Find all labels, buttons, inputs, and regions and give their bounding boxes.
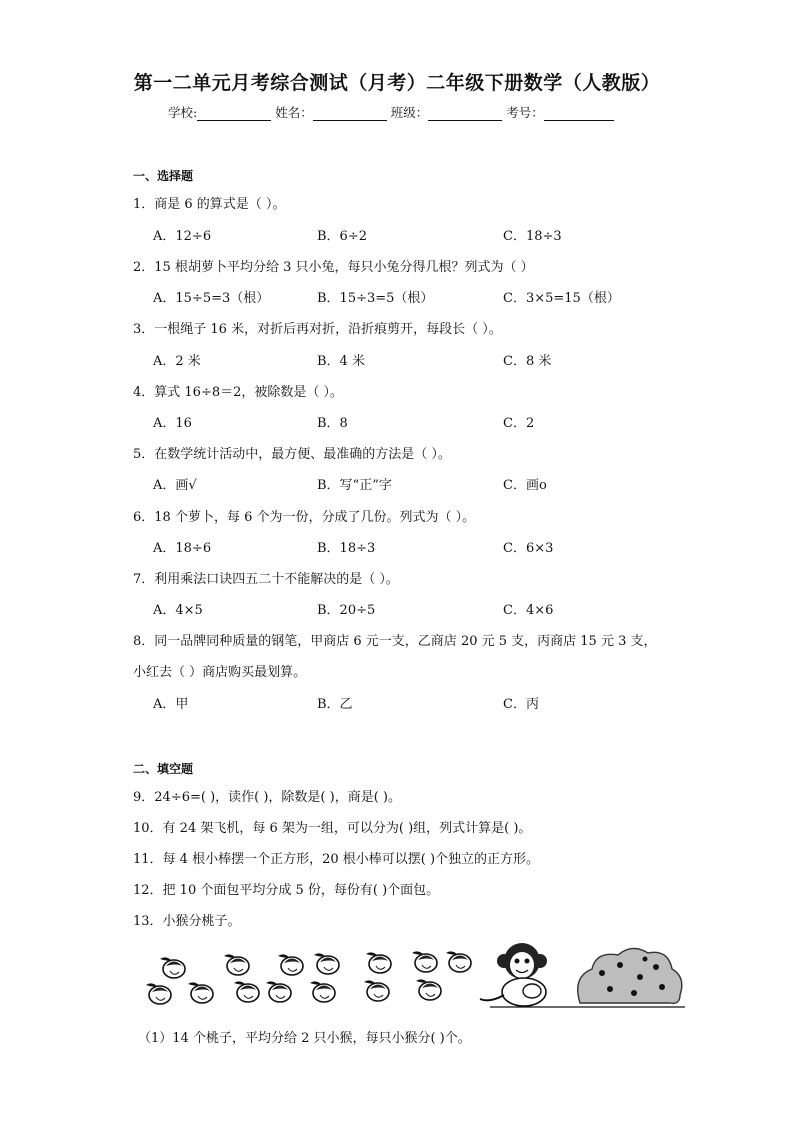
monkey-icon xyxy=(480,943,547,1006)
page-title: 第一二单元月考综合测试（月考）二年级下册数学（人教版） xyxy=(133,72,661,94)
question-8: 8．同一品牌同种质量的钢笔，甲商店 6 元一支，乙商店 20 元 5 支，丙商店 15 元 3 支， xyxy=(133,634,657,649)
question-6: 6．18 个萝卜，每 6 个为一份，分成了几份。列式为（ ）。 xyxy=(133,510,476,525)
question-2: 2．15 根胡萝卜平均分给 3 只小兔，每只小兔分得几根？列式为（ ） xyxy=(133,260,534,275)
question-13: 13．小猴分桃子。 xyxy=(133,914,241,929)
option-1c[interactable]: C．18÷3 xyxy=(503,229,562,244)
section-title-fill: 二、填空题 xyxy=(133,762,194,776)
option-7c[interactable]: C．4×6 xyxy=(503,603,554,618)
question-1: 1．商是 6 的算式是（ ）。 xyxy=(133,197,286,212)
number-label: 考号： xyxy=(506,105,544,120)
option-6b[interactable]: B．18÷3 xyxy=(317,541,376,556)
question-8-cont: 小红去（ ）商店购买最划算。 xyxy=(133,665,307,680)
question-5: 5．在数学统计活动中，最方便、最准确的方法是（ ）。 xyxy=(133,447,451,462)
name-label: 姓名： xyxy=(275,105,313,120)
option-2b[interactable]: B．15÷3=5（根） xyxy=(317,291,434,306)
option-1a[interactable]: A．12÷6 xyxy=(153,229,212,244)
option-2a[interactable]: A．15÷5=3（根） xyxy=(153,291,270,306)
option-4c[interactable]: C．2 xyxy=(503,416,535,431)
option-3c[interactable]: C．8 米 xyxy=(503,354,552,369)
number-field[interactable] xyxy=(544,106,614,121)
option-5c[interactable]: C．画o xyxy=(503,478,547,493)
peach-icon-row-top xyxy=(160,951,471,978)
option-7a[interactable]: A．4×5 xyxy=(153,603,203,618)
class-label: 班级： xyxy=(390,105,429,120)
option-3a[interactable]: A．2 米 xyxy=(153,354,201,369)
option-7b[interactable]: B．20÷5 xyxy=(317,603,376,618)
section-title-choice: 一、选择题 xyxy=(133,169,194,183)
option-5b[interactable]: B．写“正”字 xyxy=(317,478,392,493)
peach-icon-row-bottom xyxy=(146,979,441,1004)
option-8c[interactable]: C．丙 xyxy=(503,697,539,712)
question-13-part-1[interactable]: （1）14 个桃子，平均分给 2 只小猴，每只小猴分( )个。 xyxy=(138,1031,471,1046)
question-3: 3．一根绳子 16 米，对折后再对折，沿折痕剪开，每段长（ ）。 xyxy=(133,322,502,337)
option-4a[interactable]: A．16 xyxy=(153,416,192,431)
option-6c[interactable]: C．6×3 xyxy=(503,541,554,556)
question-9[interactable]: 9．24÷6=( )，读作( )，除数是( )，商是( )。 xyxy=(133,790,401,805)
option-3b[interactable]: B．4 米 xyxy=(317,354,365,369)
option-8a[interactable]: A．甲 xyxy=(153,697,189,712)
option-1b[interactable]: B．6÷2 xyxy=(317,229,367,244)
option-6a[interactable]: A．18÷6 xyxy=(153,541,212,556)
option-4b[interactable]: B．8 xyxy=(317,416,348,431)
school-field[interactable] xyxy=(197,106,271,121)
school-label: 学校: xyxy=(168,105,198,120)
name-field[interactable] xyxy=(313,106,387,121)
option-8b[interactable]: B．乙 xyxy=(317,697,353,712)
question-7: 7．利用乘法口诀四五二十不能解决的是（ ）。 xyxy=(133,572,399,587)
peach-monkey-illustration xyxy=(140,937,685,1012)
class-field[interactable] xyxy=(428,106,502,121)
option-2c[interactable]: C．3×5=15（根） xyxy=(503,291,620,306)
question-12[interactable]: 12．把 10 个面包平均分成 5 份，每份有( )个面包。 xyxy=(133,883,440,898)
option-5a[interactable]: A．画√ xyxy=(153,478,197,493)
question-4: 4．算式 16÷8＝2，被除数是（ ）。 xyxy=(133,385,344,400)
student-info-line xyxy=(168,103,618,121)
question-10[interactable]: 10．有 24 架飞机，每 6 架为一组，可以分为( )组，列式计算是( )。 xyxy=(133,821,532,836)
question-11[interactable]: 11．每 4 根小棒摆一个正方形，20 根小棒可以摆( )个独立的正方形。 xyxy=(133,852,540,867)
